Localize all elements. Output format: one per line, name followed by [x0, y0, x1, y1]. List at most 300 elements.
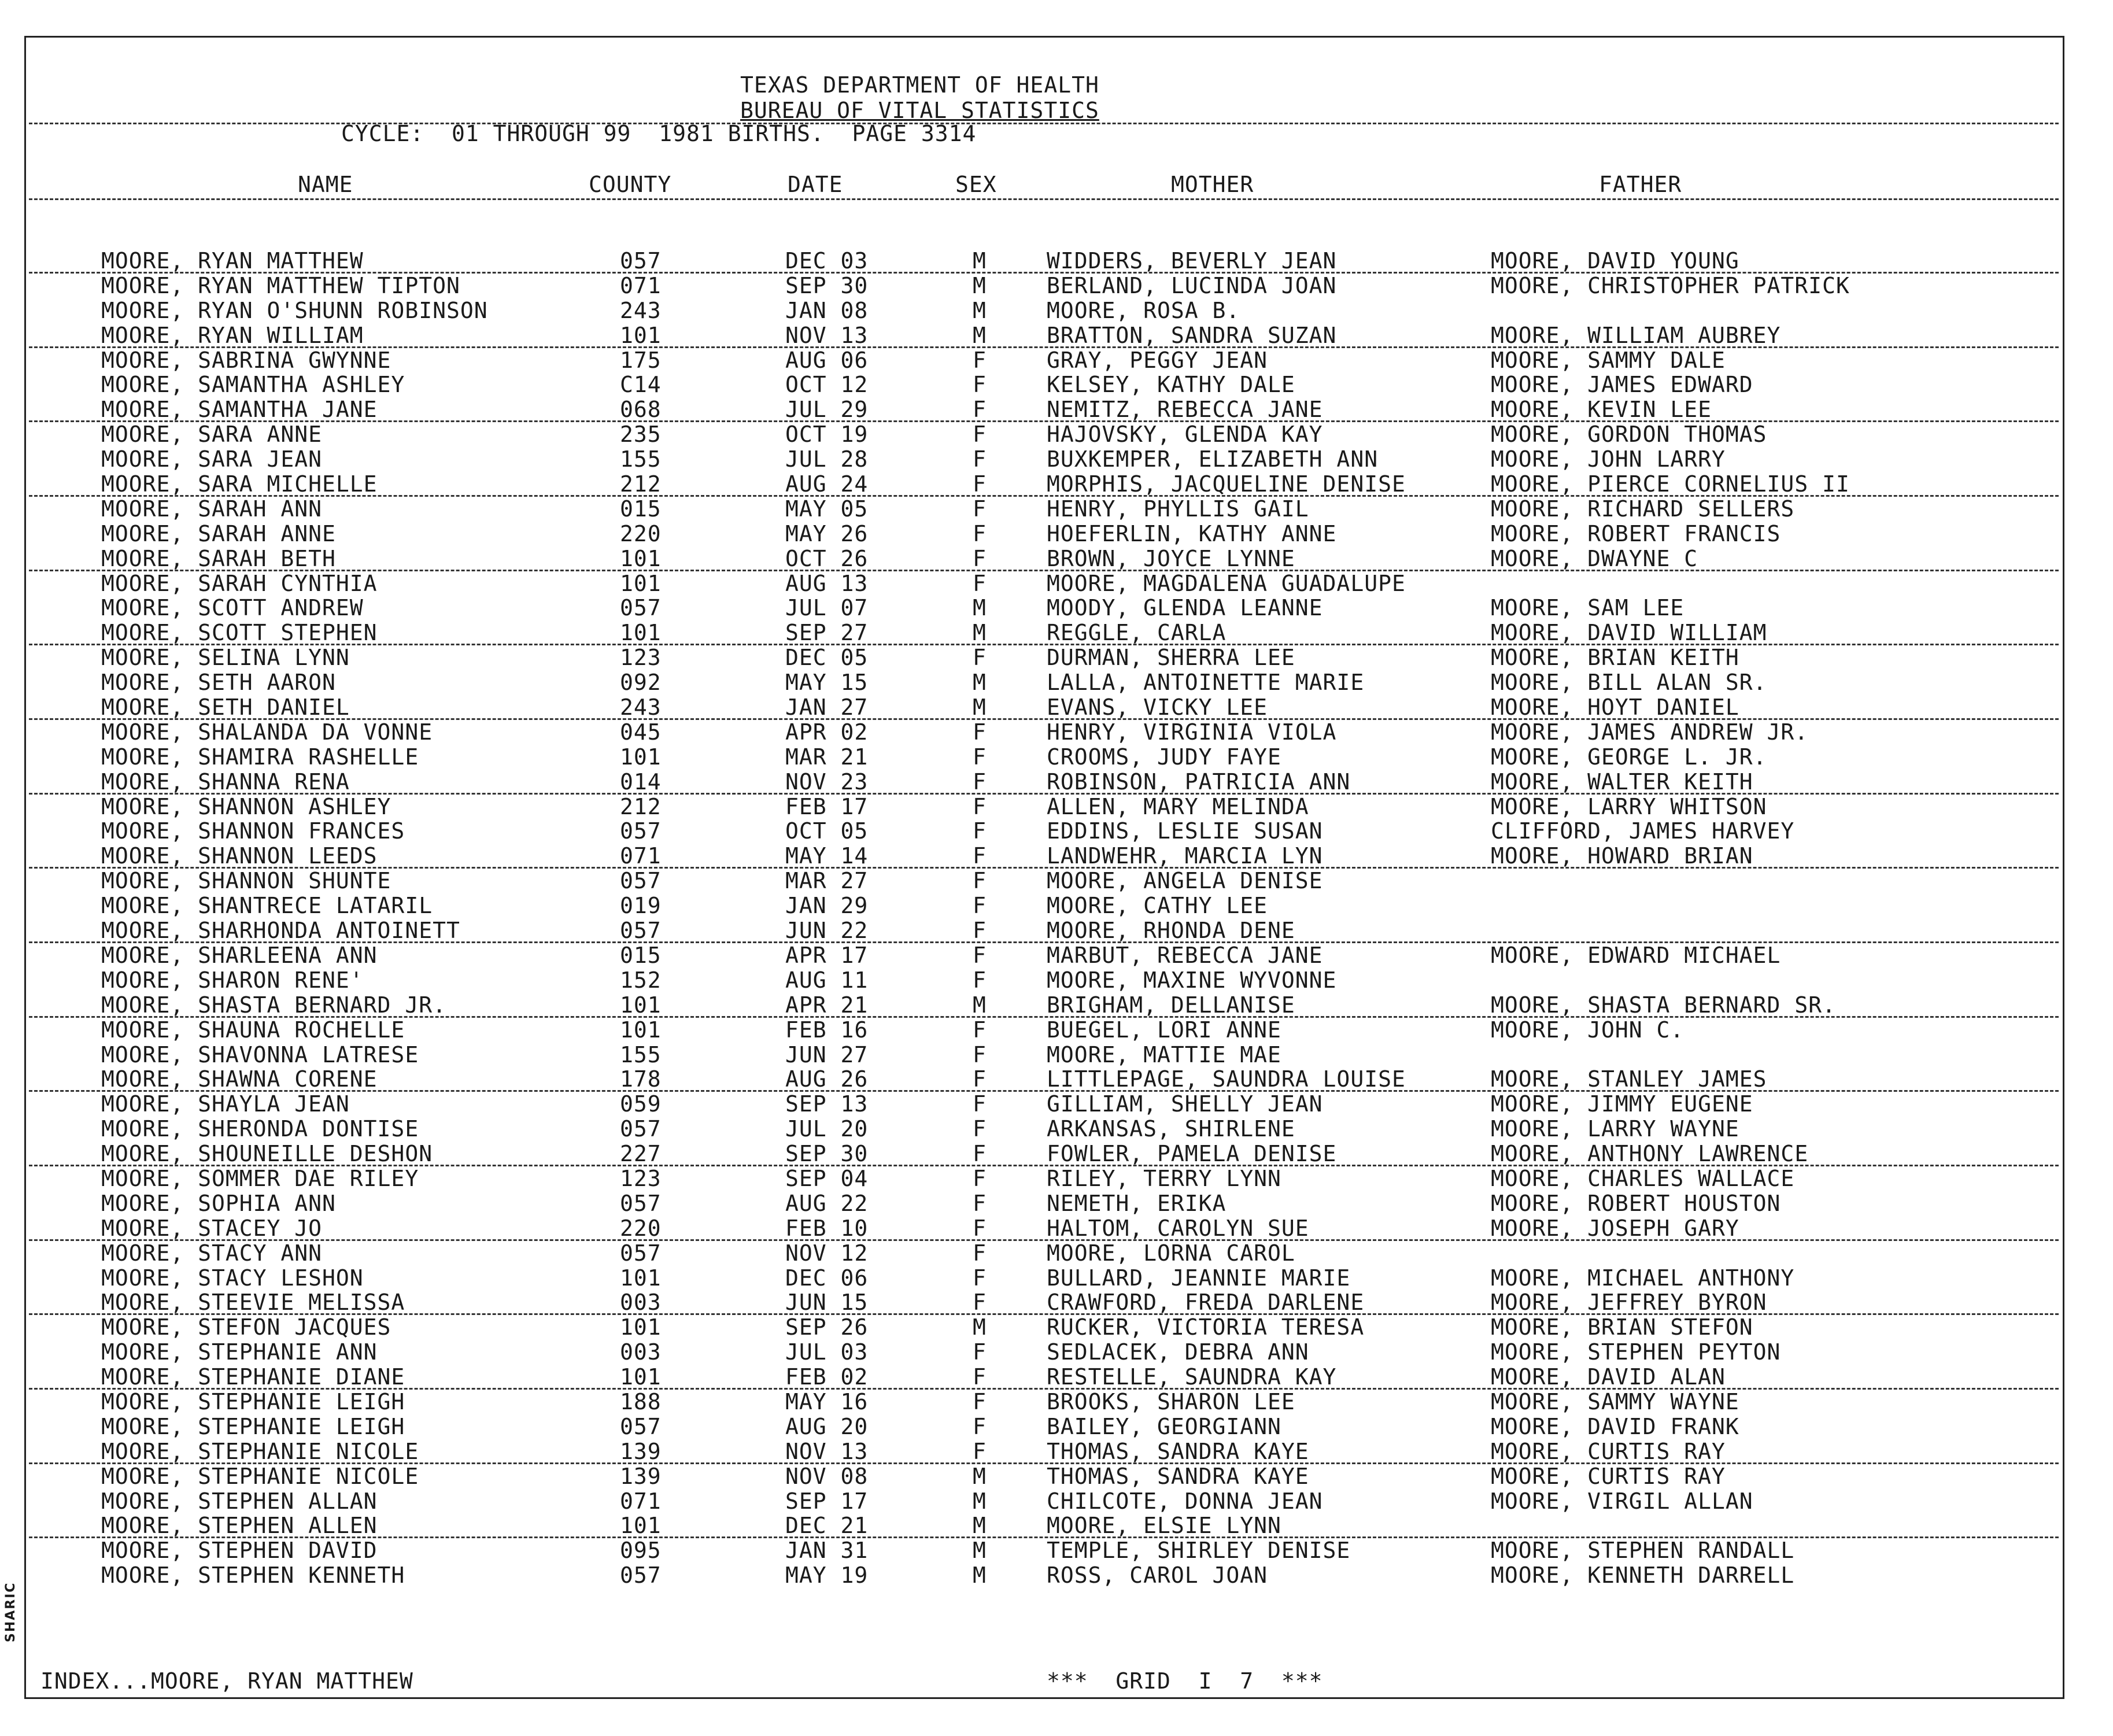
cell-father: MOORE, DAVID ALAN [1491, 1364, 1726, 1390]
cell-date: SEP 04 [785, 1165, 869, 1191]
cell-father: MOORE, HOYT DANIEL [1491, 695, 1739, 721]
cell-name: MOORE, SHAWNA CORENE [101, 1066, 378, 1092]
table-row [0, 943, 2113, 968]
table-row [0, 447, 2113, 472]
cell-county: 068 [620, 397, 662, 423]
cell-date: SEP 26 [785, 1314, 869, 1340]
cell-date: OCT 05 [785, 818, 869, 844]
cell-name: MOORE, SARA JEAN [101, 446, 323, 472]
cell-mother: NEMITZ, REBECCA JANE [1047, 397, 1323, 423]
table-row [0, 1266, 2113, 1291]
cell-father: CLIFFORD, JAMES HARVEY [1491, 818, 1795, 844]
cell-sex: F [973, 545, 987, 571]
cell-date: DEC 03 [785, 248, 869, 274]
cell-date: SEP 30 [785, 1141, 869, 1167]
bureau-title: BUREAU OF VITAL STATISTICS [740, 98, 1099, 123]
cell-father: MOORE, ROBERT HOUSTON [1491, 1190, 1781, 1216]
table-row [0, 1241, 2113, 1266]
cell-father: MOORE, KENNETH DARRELL [1491, 1563, 1795, 1589]
cell-county: 101 [620, 744, 662, 770]
cell-mother: RILEY, TERRY LYNN [1047, 1165, 1281, 1191]
table-row [0, 1439, 2113, 1464]
cell-sex: M [973, 1538, 987, 1564]
cell-county: 015 [620, 942, 662, 968]
col-header-county: COUNTY [589, 172, 672, 197]
cell-mother: WIDDERS, BEVERLY JEAN [1047, 248, 1337, 274]
cell-county: 155 [620, 1041, 662, 1068]
table-row [0, 1513, 2113, 1538]
cell-date: FEB 17 [785, 793, 869, 819]
cell-sex: F [973, 793, 987, 819]
cell-mother: HOEFERLIN, KATHY ANNE [1047, 520, 1337, 546]
cell-county: 139 [620, 1438, 662, 1464]
cell-father: MOORE, MICHAEL ANTHONY [1491, 1265, 1795, 1291]
cell-father: MOORE, BILL ALAN SR. [1491, 670, 1767, 696]
cell-mother: MOODY, GLENDA LEANNE [1047, 595, 1323, 621]
cell-county: 152 [620, 967, 662, 993]
org-title: TEXAS DEPARTMENT OF HEALTH [740, 72, 1099, 98]
cell-county: 057 [620, 868, 662, 894]
cell-county: 057 [620, 1116, 662, 1142]
cell-name: MOORE, SHARLEENA ANN [101, 942, 378, 968]
cell-mother: HAJOVSKY, GLENDA KAY [1047, 422, 1323, 448]
cell-father: MOORE, JOSEPH GARY [1491, 1215, 1739, 1241]
header-rule-1 [29, 123, 2059, 124]
cell-sex: F [973, 1141, 987, 1167]
cell-date: MAR 27 [785, 868, 869, 894]
cell-mother: ROBINSON, PATRICIA ANN [1047, 769, 1351, 795]
cell-mother: KELSEY, KATHY DALE [1047, 372, 1295, 398]
cell-county: 227 [620, 1141, 662, 1167]
cell-county: 015 [620, 496, 662, 522]
table-row [0, 472, 2113, 497]
cell-county: 101 [620, 992, 662, 1018]
cell-mother: DURMAN, SHERRA LEE [1047, 645, 1295, 671]
cycle-line: CYCLE: 01 THROUGH 99 1981 BIRTHS. PAGE 3314 [341, 121, 977, 146]
cell-father: MOORE, DWAYNE C [1491, 545, 1698, 571]
cell-mother: CROOMS, JUDY FAYE [1047, 744, 1281, 770]
cell-name: MOORE, STEPHANIE DIANE [101, 1364, 405, 1390]
table-row [0, 1563, 2113, 1588]
cell-mother: MOORE, CATHY LEE [1047, 893, 1268, 919]
cell-date: OCT 12 [785, 372, 869, 398]
table-row [0, 1018, 2113, 1043]
cell-mother: MOORE, MAXINE WYVONNE [1047, 967, 1337, 993]
cell-county: 095 [620, 1538, 662, 1564]
table-row [0, 1464, 2113, 1489]
cell-sex: M [973, 1463, 987, 1489]
cell-sex: F [973, 347, 987, 373]
table-row [0, 372, 2113, 397]
table-row [0, 323, 2113, 348]
cell-father: MOORE, CHARLES WALLACE [1491, 1165, 1795, 1191]
cell-father: MOORE, WILLIAM AUBREY [1491, 322, 1781, 348]
cell-county: 139 [620, 1463, 662, 1489]
cell-mother: ALLEN, MARY MELINDA [1047, 793, 1309, 819]
cell-sex: F [973, 1388, 987, 1414]
cell-mother: GILLIAM, SHELLY JEAN [1047, 1091, 1323, 1117]
cell-father: MOORE, JOHN LARRY [1491, 446, 1726, 472]
cell-county: 212 [620, 471, 662, 497]
cell-date: FEB 02 [785, 1364, 869, 1390]
side-mark: SHARIC [3, 1582, 18, 1642]
cell-name: MOORE, SARAH ANN [101, 496, 323, 522]
table-row [0, 695, 2113, 720]
cell-mother: RESTELLE, SAUNDRA KAY [1047, 1364, 1337, 1390]
cell-county: 123 [620, 1165, 662, 1191]
cell-county: 071 [620, 843, 662, 869]
table-row [0, 596, 2113, 620]
cell-father: MOORE, SAMMY WAYNE [1491, 1388, 1739, 1414]
cell-date: AUG 20 [785, 1413, 869, 1439]
cell-name: MOORE, SHARHONDA ANTOINETT [101, 918, 460, 944]
cell-name: MOORE, SARAH BETH [101, 545, 336, 571]
cell-name: MOORE, SCOTT ANDREW [101, 595, 364, 621]
cell-sex: F [973, 1041, 987, 1068]
cell-county: 220 [620, 520, 662, 546]
cell-county: 235 [620, 422, 662, 448]
cell-county: 092 [620, 670, 662, 696]
cell-name: MOORE, RYAN MATTHEW [101, 248, 364, 274]
cell-name: MOORE, SOPHIA ANN [101, 1190, 336, 1216]
cell-sex: M [973, 695, 987, 721]
cell-mother: CHILCOTE, DONNA JEAN [1047, 1488, 1323, 1514]
table-row [0, 993, 2113, 1018]
cell-name: MOORE, SHANNON SHUNTE [101, 868, 391, 894]
table-row [0, 819, 2113, 844]
cell-mother: REGGLE, CARLA [1047, 620, 1227, 646]
cell-county: 175 [620, 347, 662, 373]
table-row [0, 1216, 2113, 1241]
cell-name: MOORE, SHOUNEILLE DESHON [101, 1141, 433, 1167]
cell-date: JUL 07 [785, 595, 869, 621]
cell-mother: BERLAND, LUCINDA JOAN [1047, 272, 1337, 298]
table-row [0, 1489, 2113, 1514]
col-header-father: FATHER [1599, 172, 1682, 197]
cell-name: MOORE, STEPHEN ALLEN [101, 1513, 378, 1539]
cell-father: MOORE, BRIAN STEFON [1491, 1314, 1753, 1340]
cell-date: APR 21 [785, 992, 869, 1018]
cell-sex: M [973, 1314, 987, 1340]
cell-mother: THOMAS, SANDRA KAYE [1047, 1463, 1309, 1489]
table-row [0, 571, 2113, 596]
cell-county: 057 [620, 1413, 662, 1439]
cell-mother: BRATTON, SANDRA SUZAN [1047, 322, 1337, 348]
cell-county: 071 [620, 272, 662, 298]
cell-date: NOV 23 [785, 769, 869, 795]
cell-mother: EDDINS, LESLIE SUSAN [1047, 818, 1323, 844]
cell-name: MOORE, SHAVONNA LATRESE [101, 1041, 419, 1068]
cell-father: MOORE, KEVIN LEE [1491, 397, 1712, 423]
cell-county: 057 [620, 1563, 662, 1589]
cell-sex: M [973, 297, 987, 323]
cell-date: DEC 21 [785, 1513, 869, 1539]
cell-date: MAY 16 [785, 1388, 869, 1414]
cell-father: MOORE, SHASTA BERNARD SR. [1491, 992, 1836, 1018]
cell-name: MOORE, SHASTA BERNARD JR. [101, 992, 446, 1018]
cell-sex: F [973, 1066, 987, 1092]
cell-mother: MORPHIS, JACQUELINE DENISE [1047, 471, 1406, 497]
table-row [0, 645, 2113, 670]
footer-index: INDEX...MOORE, RYAN MATTHEW [40, 1668, 413, 1694]
cell-county: 220 [620, 1215, 662, 1241]
cell-date: MAY 26 [785, 520, 869, 546]
cell-sex: F [973, 446, 987, 472]
cell-county: C14 [620, 372, 662, 398]
table-row [0, 397, 2113, 422]
cell-father: MOORE, JAMES ANDREW JR. [1491, 719, 1809, 745]
cell-sex: F [973, 645, 987, 671]
cell-sex: F [973, 744, 987, 770]
cell-date: JUN 27 [785, 1041, 869, 1068]
cell-date: MAY 14 [785, 843, 869, 869]
cell-date: APR 17 [785, 942, 869, 968]
table-row [0, 1414, 2113, 1439]
table-row [0, 546, 2113, 571]
cell-county: 019 [620, 893, 662, 919]
cell-name: MOORE, SARA MICHELLE [101, 471, 378, 497]
cell-name: MOORE, SHAUNA ROCHELLE [101, 1017, 405, 1043]
table-row [0, 1191, 2113, 1216]
cell-sex: F [973, 1339, 987, 1365]
cell-county: 123 [620, 645, 662, 671]
cell-date: FEB 10 [785, 1215, 869, 1241]
cell-father: MOORE, SAM LEE [1491, 595, 1685, 621]
table-row [0, 1117, 2113, 1142]
table-row [0, 1043, 2113, 1068]
cell-name: MOORE, STEPHANIE ANN [101, 1339, 378, 1365]
cell-name: MOORE, SARAH CYNTHIA [101, 570, 378, 596]
cell-county: 188 [620, 1388, 662, 1414]
cell-date: JAN 29 [785, 893, 869, 919]
cell-name: MOORE, SCOTT STEPHEN [101, 620, 378, 646]
cell-mother: ARKANSAS, SHIRLENE [1047, 1116, 1295, 1142]
cell-father: MOORE, BRIAN KEITH [1491, 645, 1739, 671]
cell-sex: F [973, 1265, 987, 1291]
cell-county: 057 [620, 595, 662, 621]
cell-sex: F [973, 570, 987, 596]
cell-name: MOORE, STACY ANN [101, 1240, 323, 1266]
cell-county: 057 [620, 818, 662, 844]
cell-date: OCT 19 [785, 422, 869, 448]
cell-sex: F [973, 397, 987, 423]
cell-date: MAY 19 [785, 1563, 869, 1589]
cell-mother: MOORE, ROSA B. [1047, 297, 1240, 323]
cell-date: APR 02 [785, 719, 869, 745]
cell-sex: M [973, 670, 987, 696]
cell-name: MOORE, STEPHANIE NICOLE [101, 1463, 419, 1489]
cell-mother: BULLARD, JEANNIE MARIE [1047, 1265, 1351, 1291]
cell-name: MOORE, SHERONDA DONTISE [101, 1116, 419, 1142]
cell-county: 057 [620, 918, 662, 944]
cell-date: AUG 13 [785, 570, 869, 596]
table-row [0, 1365, 2113, 1390]
table-row [0, 770, 2113, 795]
cell-father: MOORE, WALTER KEITH [1491, 769, 1753, 795]
cell-name: MOORE, STACY LESHON [101, 1265, 364, 1291]
cell-sex: M [973, 620, 987, 646]
cell-father: MOORE, HOWARD BRIAN [1491, 843, 1753, 869]
table-row [0, 1166, 2113, 1191]
cell-county: 243 [620, 695, 662, 721]
cell-father: MOORE, RICHARD SELLERS [1491, 496, 1795, 522]
cell-father: MOORE, PIERCE CORNELIUS II [1491, 471, 1850, 497]
cell-mother: EVANS, VICKY LEE [1047, 695, 1268, 721]
cell-father: MOORE, DAVID WILLIAM [1491, 620, 1767, 646]
col-header-sex: SEX [955, 172, 997, 197]
cell-date: AUG 06 [785, 347, 869, 373]
table-row [0, 968, 2113, 993]
col-header-date: DATE [788, 172, 843, 197]
cell-mother: MOORE, MAGDALENA GUADALUPE [1047, 570, 1406, 596]
table-row [0, 1390, 2113, 1414]
cell-county: 057 [620, 1240, 662, 1266]
cell-date: JAN 08 [785, 297, 869, 323]
cell-sex: F [973, 1091, 987, 1117]
cell-father: MOORE, JEFFREY BYRON [1491, 1290, 1767, 1316]
cell-sex: M [973, 248, 987, 274]
table-row [0, 1290, 2113, 1315]
cell-county: 101 [620, 1017, 662, 1043]
cell-father: MOORE, STEPHEN PEYTON [1491, 1339, 1781, 1365]
cell-county: 101 [620, 1314, 662, 1340]
cell-mother: BROWN, JOYCE LYNNE [1047, 545, 1295, 571]
cell-mother: NEMETH, ERIKA [1047, 1190, 1227, 1216]
cell-county: 101 [620, 1513, 662, 1539]
cell-date: JUL 03 [785, 1339, 869, 1365]
cell-date: MAY 15 [785, 670, 869, 696]
table-row [0, 620, 2113, 645]
table-row [0, 348, 2113, 373]
cell-sex: M [973, 992, 987, 1018]
cell-father: MOORE, JIMMY EUGENE [1491, 1091, 1753, 1117]
cell-sex: F [973, 1290, 987, 1316]
cell-county: 059 [620, 1091, 662, 1117]
cell-father: MOORE, EDWARD MICHAEL [1491, 942, 1781, 968]
cell-father: MOORE, SAMMY DALE [1491, 347, 1726, 373]
cell-name: MOORE, SOMMER DAE RILEY [101, 1165, 419, 1191]
cell-mother: LALLA, ANTOINETTE MARIE [1047, 670, 1365, 696]
cell-mother: LANDWEHR, MARCIA LYN [1047, 843, 1323, 869]
cell-name: MOORE, STEPHANIE LEIGH [101, 1388, 405, 1414]
cell-name: MOORE, SHALANDA DA VONNE [101, 719, 433, 745]
cell-mother: BAILEY, GEORGIANN [1047, 1413, 1281, 1439]
cell-father: MOORE, ANTHONY LAWRENCE [1491, 1141, 1809, 1167]
cell-father: MOORE, STANLEY JAMES [1491, 1066, 1767, 1092]
cell-mother: BRIGHAM, DELLANISE [1047, 992, 1295, 1018]
cell-name: MOORE, STEPHEN KENNETH [101, 1563, 405, 1589]
cell-mother: MOORE, ELSIE LYNN [1047, 1513, 1281, 1539]
cell-sex: F [973, 422, 987, 448]
cell-name: MOORE, STEPHEN DAVID [101, 1538, 378, 1564]
cell-mother: TEMPLE, SHIRLEY DENISE [1047, 1538, 1351, 1564]
cell-county: 045 [620, 719, 662, 745]
cell-sex: F [973, 967, 987, 993]
cell-date: NOV 12 [785, 1240, 869, 1266]
cell-date: JUL 20 [785, 1116, 869, 1142]
cell-name: MOORE, SHANNON LEEDS [101, 843, 378, 869]
table-row [0, 844, 2113, 869]
table-row [0, 298, 2113, 323]
cell-sex: F [973, 471, 987, 497]
cell-mother: SEDLACEK, DEBRA ANN [1047, 1339, 1309, 1365]
cell-date: SEP 27 [785, 620, 869, 646]
cell-mother: CRAWFORD, FREDA DARLENE [1047, 1290, 1365, 1316]
cell-sex: M [973, 1513, 987, 1539]
cell-name: MOORE, RYAN WILLIAM [101, 322, 364, 348]
cell-name: MOORE, SETH AARON [101, 670, 336, 696]
cell-mother: THOMAS, SANDRA KAYE [1047, 1438, 1309, 1464]
cell-father: MOORE, GORDON THOMAS [1491, 422, 1767, 448]
table-row [0, 745, 2113, 770]
cell-date: SEP 13 [785, 1091, 869, 1117]
cell-date: MAY 05 [785, 496, 869, 522]
cell-mother: BROOKS, SHARON LEE [1047, 1388, 1295, 1414]
cell-father: MOORE, CHRISTOPHER PATRICK [1491, 272, 1850, 298]
cell-date: JAN 27 [785, 695, 869, 721]
cell-name: MOORE, STEPHANIE LEIGH [101, 1413, 405, 1439]
table-row [0, 1142, 2113, 1166]
cell-county: 101 [620, 620, 662, 646]
table-row [0, 1538, 2113, 1563]
table-row [0, 1067, 2113, 1092]
table-row [0, 1092, 2113, 1117]
table-row [0, 1315, 2113, 1340]
cell-date: JUL 29 [785, 397, 869, 423]
cell-name: MOORE, SHAMIRA RASHELLE [101, 744, 419, 770]
table-row [0, 249, 2113, 274]
cell-county: 212 [620, 793, 662, 819]
cell-sex: F [973, 918, 987, 944]
cell-date: JUN 22 [785, 918, 869, 944]
cell-name: MOORE, SHANNON ASHLEY [101, 793, 391, 819]
table-row [0, 522, 2113, 546]
cell-mother: HENRY, PHYLLIS GAIL [1047, 496, 1309, 522]
cell-date: AUG 24 [785, 471, 869, 497]
cell-name: MOORE, SAMANTHA JANE [101, 397, 378, 423]
col-header-name: NAME [298, 172, 353, 197]
table-row [0, 422, 2113, 447]
cell-name: MOORE, SARAH ANNE [101, 520, 336, 546]
cell-father: MOORE, JOHN C. [1491, 1017, 1685, 1043]
table-row [0, 918, 2113, 943]
cell-sex: F [973, 1413, 987, 1439]
cell-name: MOORE, SHARON RENE' [101, 967, 364, 993]
cell-date: OCT 26 [785, 545, 869, 571]
cell-sex: F [973, 818, 987, 844]
cell-date: FEB 16 [785, 1017, 869, 1043]
cell-county: 155 [620, 446, 662, 472]
cell-date: JUN 15 [785, 1290, 869, 1316]
cell-county: 014 [620, 769, 662, 795]
cell-date: AUG 22 [785, 1190, 869, 1216]
cell-name: MOORE, SHANNON FRANCES [101, 818, 405, 844]
cell-county: 071 [620, 1488, 662, 1514]
cell-mother: MOORE, ANGELA DENISE [1047, 868, 1323, 894]
cell-date: NOV 08 [785, 1463, 869, 1489]
cell-name: MOORE, STEFON JACQUES [101, 1314, 391, 1340]
cell-father: MOORE, CURTIS RAY [1491, 1438, 1726, 1464]
cell-county: 057 [620, 248, 662, 274]
cell-name: MOORE, SARA ANNE [101, 422, 323, 448]
cell-sex: F [973, 1116, 987, 1142]
cell-name: MOORE, SELINA LYNN [101, 645, 350, 671]
cell-father: MOORE, LARRY WAYNE [1491, 1116, 1739, 1142]
cell-sex: M [973, 1563, 987, 1589]
cell-date: NOV 13 [785, 322, 869, 348]
cell-mother: MARBUT, REBECCA JANE [1047, 942, 1323, 968]
cell-county: 101 [620, 545, 662, 571]
